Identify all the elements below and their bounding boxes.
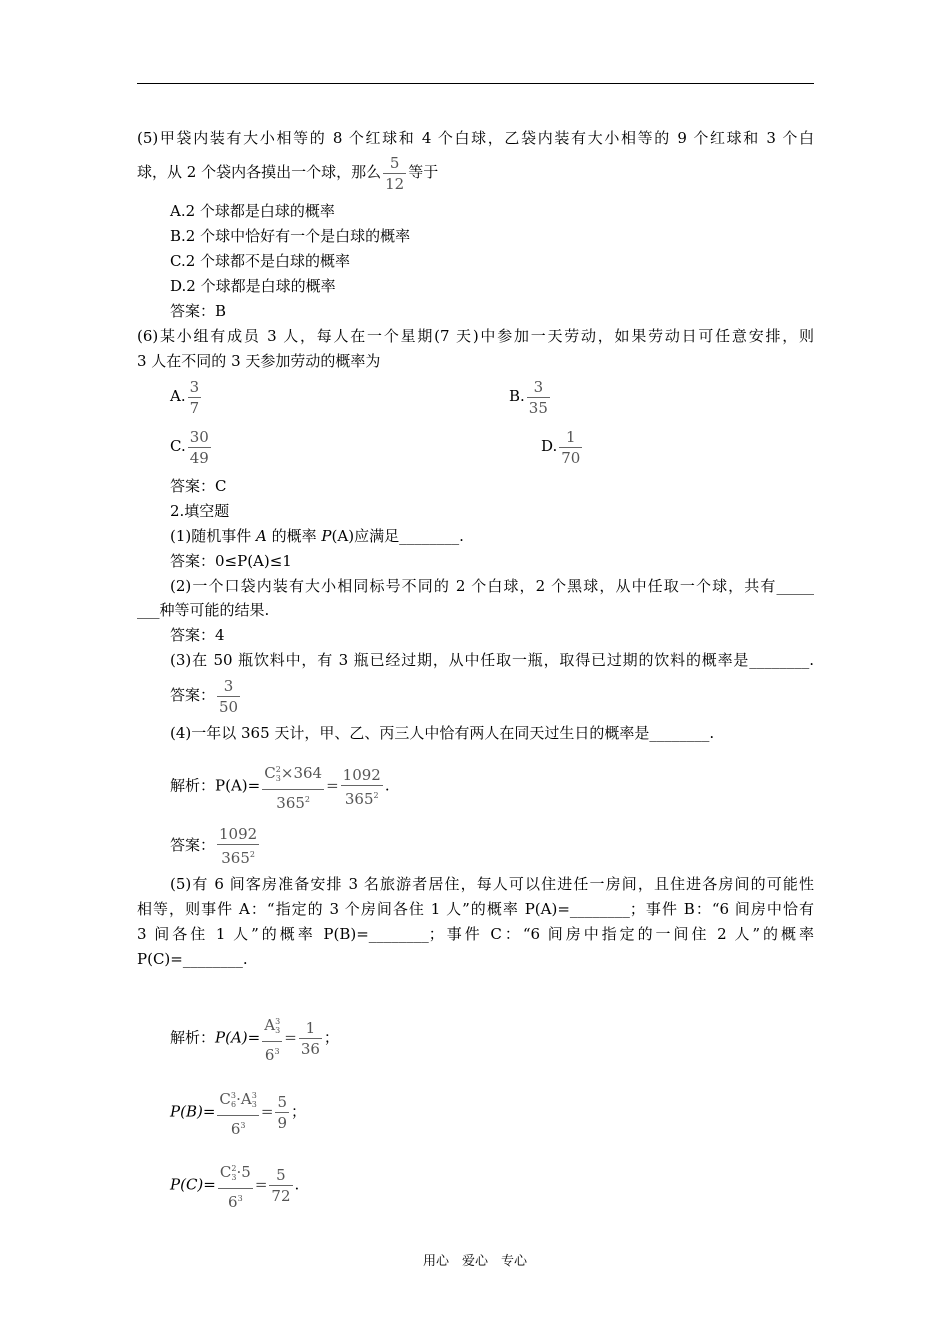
q5-option-c: C.2 个球都不是白球的概率 bbox=[170, 252, 351, 270]
q5-option-d: D.2 个球都是白球的概率 bbox=[170, 277, 336, 295]
f4-solution: 解析：P(A)= $\frac{C^2_3\times 364}{365^2}$ = $\frac{1092}{365^2}$ . bbox=[170, 761, 390, 812]
f3-line1: (3)在 50 瓶饮料中，有 3 瓶已经过期，从中任取一瓶，取得已过期的饮料的概率是________. bbox=[170, 651, 814, 669]
f5-solution-pc: P(C)= $\frac{C^2_3\cdot 5}{6^3}$ = $\frac{5}{72}$ . bbox=[170, 1160, 299, 1211]
q6-line2: 3 人在不同的 3 天参加劳动的概率为 bbox=[137, 352, 381, 370]
f5-line3: 3 间各住 1 人”的概率 P(B)=________；事件 C：“6 间房中指定的一间住 2 人”的概率 bbox=[137, 925, 814, 943]
q5-answer: 答案：B bbox=[170, 302, 227, 320]
q6-option-d: D. $\frac{1}{70}$ bbox=[541, 427, 581, 467]
header-rule bbox=[137, 83, 814, 84]
f2-answer: 答案：4 bbox=[170, 626, 225, 644]
q5-line2: 球，从 2 个袋内各摸出一个球，那么 $\frac{5}{12}$ 等于 bbox=[137, 153, 439, 193]
f4-answer: 答案： $\frac{1092}{365^2}$ bbox=[170, 825, 258, 867]
q6-line1: (6)某小组有成员 3 人，每人在一个星期(7 天)中参加一天劳动，如果劳动日可任意安排，则 bbox=[137, 327, 814, 345]
f4-question: (4)一年以 365 天计，甲、乙、丙三人中恰有两人在同天过生日的概率是________. bbox=[170, 724, 715, 742]
q5-option-a: A.2 个球都是白球的概率 bbox=[170, 202, 335, 220]
section-title: 2.填空题 bbox=[170, 502, 230, 520]
q6-answer: 答案：C bbox=[170, 477, 227, 495]
f1-question: (1)随机事件 A 的概率 P(A)应满足________. bbox=[170, 527, 464, 545]
f5-solution-pb: P(B)= $\frac{C^3_6\cdot A^3_3}{6^3}$ = $\frac{5}{9}$ ； bbox=[170, 1087, 306, 1138]
f1-answer: 答案：0≤P(A)≤1 bbox=[170, 552, 292, 570]
f2-line1: (2)一个口袋内装有大小相同标号不同的 2 个白球，2 个黑球，从中任取一个球，共有_____ bbox=[170, 577, 814, 595]
f5-solution-pa: 解析：P(A)= $\frac{A^3_3}{6^3}$ = $\frac{1}{36}$ ； bbox=[170, 1013, 339, 1064]
f5-line1: (5)有 6 间客房准备安排 3 名旅游者居住，每人可以住进任一房间，且住进各房间的可能性 bbox=[170, 875, 814, 893]
q5-fraction: $\frac{5}{12}$ bbox=[385, 153, 405, 193]
q6-option-b: B. $\frac{3}{35}$ bbox=[509, 377, 548, 417]
q6-option-c: C. $\frac{30}{49}$ bbox=[170, 427, 209, 467]
q6-option-a: A. $\frac{3}{7}$ bbox=[170, 377, 200, 417]
f3-answer: 答案： $\frac{3}{50}$ bbox=[170, 676, 239, 716]
q5-option-b: B.2 个球中恰好有一个是白球的概率 bbox=[170, 227, 411, 245]
f5-line2: 相等，则事件 A：“指定的 3 个房间各住 1 人”的概率 P(A)=________；事件 B：“6 间房中恰有 bbox=[137, 900, 814, 918]
q5-line1: (5)甲袋内装有大小相等的 8 个红球和 4 个白球，乙袋内装有大小相等的 9 个红球和 3 个白 bbox=[137, 129, 814, 147]
f5-line4: P(C)=________. bbox=[137, 950, 248, 968]
f2-line2: ___种等可能的结果. bbox=[137, 601, 270, 619]
page-footer: 用心 爱心 专心 bbox=[422, 1254, 527, 1269]
